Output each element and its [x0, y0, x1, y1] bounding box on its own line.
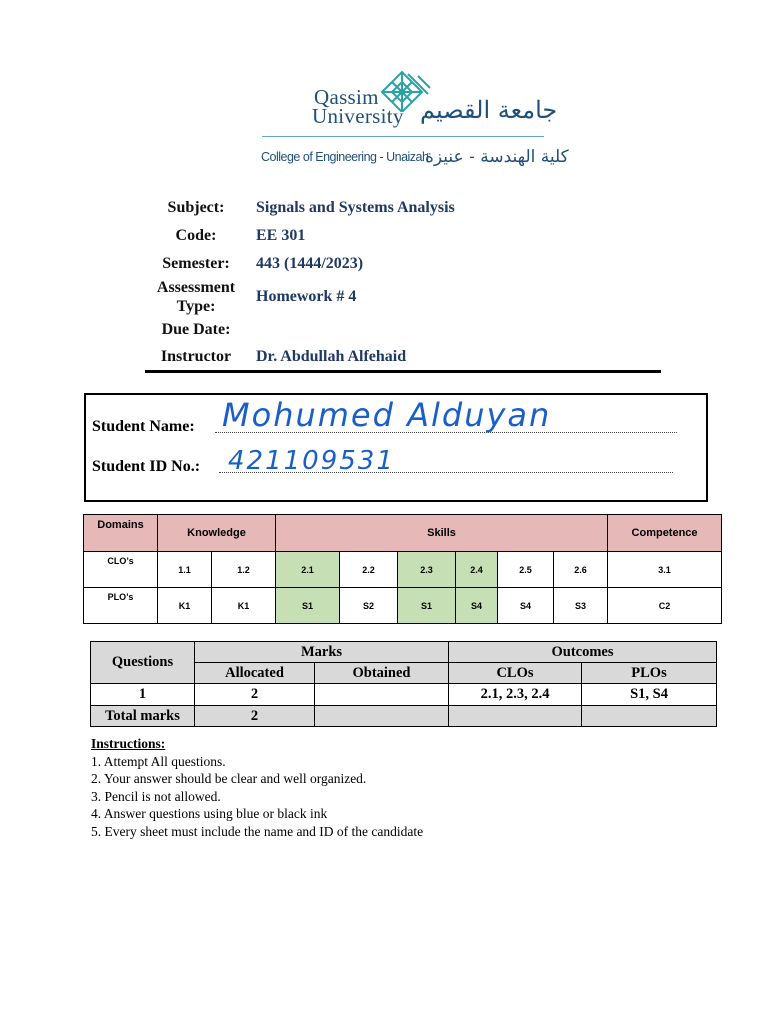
student-name-value[interactable]: Mohumed Alduyan	[222, 396, 552, 434]
plo-cell: C2	[608, 588, 722, 624]
assessment-label-line-2: Type:	[176, 298, 216, 315]
total-marks-label: Total marks	[91, 706, 195, 727]
instruction-item: 3. Pencil is not allowed.	[91, 788, 221, 804]
clo-cell: 2.2	[340, 552, 398, 588]
allocated-header: Allocated	[195, 663, 315, 684]
college-name-arabic: كلية الهندسة - عنيزة	[425, 147, 569, 167]
marks-header: Marks	[195, 642, 449, 663]
plo-row-label: PLO’s	[84, 588, 158, 624]
questions-header: Questions	[91, 642, 195, 684]
plo-row	[84, 588, 722, 624]
subject-label: Subject:	[167, 199, 225, 216]
clo-plo-mapping-table	[83, 514, 722, 624]
logo-divider	[262, 136, 544, 137]
clos-header: CLOs	[449, 663, 582, 684]
total-row	[91, 706, 717, 727]
obtained-marks[interactable]	[315, 684, 449, 706]
student-id-value[interactable]: 421109531	[228, 446, 395, 476]
outcomes-header: Outcomes	[449, 642, 717, 663]
plo-cell: S4	[498, 588, 554, 624]
question-number: 1	[91, 684, 195, 706]
clo-row	[84, 552, 722, 588]
subject-value: Signals and Systems Analysis	[256, 199, 455, 216]
semester-label: Semester:	[162, 255, 230, 272]
clo-cell-highlighted: 2.1	[276, 552, 340, 588]
clo-cell: 1.1	[158, 552, 212, 588]
college-name-english: College of Engineering - Unaizah	[261, 150, 429, 164]
domains-label: Domains	[84, 515, 158, 552]
knowledge-domain: Knowledge	[158, 515, 276, 552]
clo-cell-highlighted: 2.4	[456, 552, 498, 588]
plo-cell: K1	[158, 588, 212, 624]
header-divider	[145, 370, 661, 373]
plos-header: PLOs	[582, 663, 717, 684]
instruction-item: 4. Answer questions using blue or black ink	[91, 806, 328, 822]
plo-cell: S2	[340, 588, 398, 624]
skills-domain: Skills	[276, 515, 608, 552]
clo-cell: 1.2	[212, 552, 276, 588]
assessment-type-label	[141, 278, 251, 316]
question-clos: 2.1, 2.3, 2.4	[449, 684, 582, 706]
plo-cell: K1	[212, 588, 276, 624]
student-id-label: Student ID No.:	[92, 458, 201, 475]
semester-value: 443 (1444/2023)	[256, 255, 364, 272]
competence-domain: Competence	[608, 515, 722, 552]
instruction-item: 1. Attempt All questions.	[91, 753, 226, 769]
code-value: EE 301	[256, 227, 306, 244]
instructions	[91, 735, 423, 841]
assessment-label-line-1: Assessment	[156, 279, 236, 296]
logo-line-2: University	[312, 104, 404, 128]
allocated-marks: 2	[195, 684, 315, 706]
code-label: Code:	[175, 227, 217, 244]
marks-table	[90, 641, 717, 727]
question-plos: S1, S4	[582, 684, 717, 706]
plo-cell-highlighted: S1	[276, 588, 340, 624]
instructor-value: Dr. Abdullah Alfehaid	[256, 348, 407, 365]
obtained-header: Obtained	[315, 663, 449, 684]
plo-cell-highlighted: S4	[456, 588, 498, 624]
due-date-label: Due Date:	[161, 321, 231, 338]
university-name-arabic: جامعة القصيم	[420, 96, 558, 124]
total-allocated: 2	[195, 706, 315, 727]
domains-row	[84, 515, 722, 552]
clo-cell-highlighted: 2.3	[398, 552, 456, 588]
clo-cell: 3.1	[608, 552, 722, 588]
clo-row-label: CLO’s	[84, 552, 158, 588]
instructor-label: Instructor	[160, 348, 232, 365]
logo-line-1: Qassim	[314, 85, 379, 109]
table-row	[91, 684, 717, 706]
plo-cell: S3	[554, 588, 608, 624]
plo-cell-highlighted: S1	[398, 588, 456, 624]
total-plos	[582, 706, 717, 727]
student-name-label: Student Name:	[92, 418, 195, 435]
instructions-title: Instructions:	[91, 736, 166, 751]
assessment-type-value: Homework # 4	[256, 288, 357, 305]
clo-cell: 2.6	[554, 552, 608, 588]
instruction-item: 5. Every sheet must include the name and ID of the candidate	[91, 823, 424, 839]
instruction-item: 2. Your answer should be clear and well organized.	[91, 771, 367, 787]
total-obtained[interactable]	[315, 706, 449, 727]
clo-cell: 2.5	[498, 552, 554, 588]
marks-header-row	[91, 642, 717, 663]
total-clos	[449, 706, 582, 727]
